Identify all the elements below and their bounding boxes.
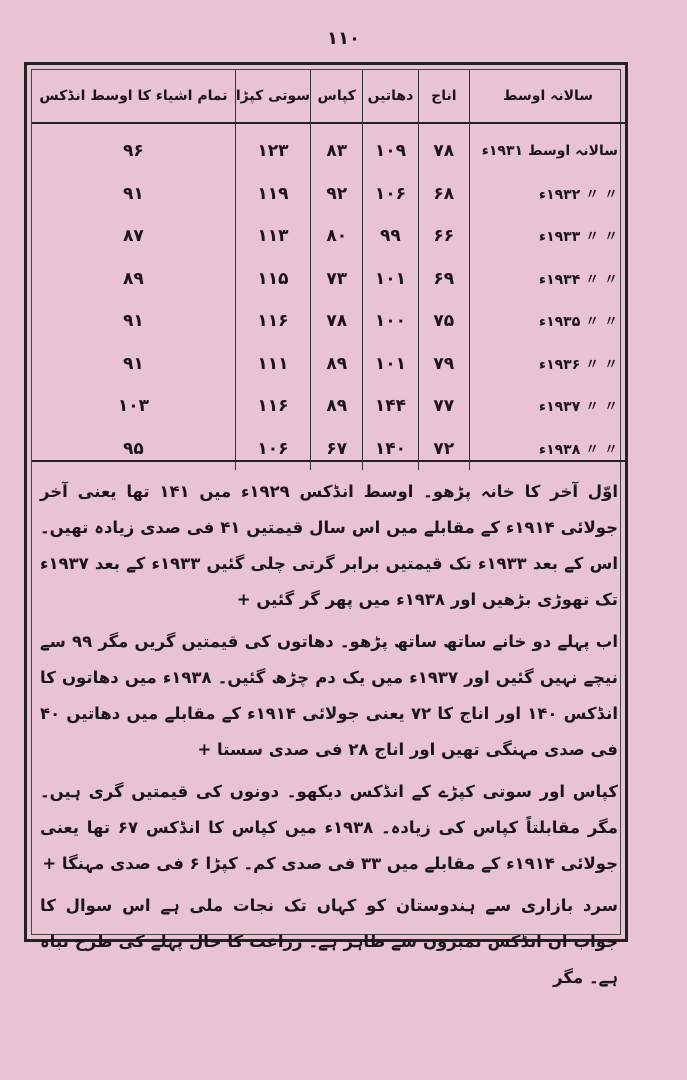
cell-all-average: ۸۷ bbox=[123, 226, 144, 247]
cell-cotton: ۹۲ bbox=[311, 173, 363, 216]
cell-metals: ۱۰۰ bbox=[363, 300, 418, 343]
cell-cotton: ۸۳ bbox=[311, 123, 363, 173]
cell-grain: ۶۸ bbox=[418, 173, 470, 216]
note-paragraph: اب پہلے دو خانے ساتھ ساتھ پڑھو۔ دھاتوں کی قیمتیں گریں مگر ۹۹ سے نیچے نہیں گئیں اور ۱۹۳۷ء میں یک دم چڑھ گئیں۔ ۱۹۳۸ء میں دھاتوں کا انڈکس ۱۴۰ اور اناج کا ۷۲ یعنی جولائی ۱۹۱۴ء کے مقابلے میں دھاتیں ۴۰ فی صدی مہنگی تھیں اور اناج ۲۸ فی صدی سستا + bbox=[40, 632, 618, 759]
note-paragraph: سرد بازاری سے ہندوستان کو کہاں تک نجات ملی ہے اس سوال کا جواب ان انڈکس نمبروں سے ظاہر ہے۔ زراعت کا حال پہلے کی طرح تباہ ہے۔ مگر bbox=[40, 896, 618, 987]
cell-cotton: ۸۹ bbox=[311, 343, 363, 386]
table-row bbox=[32, 123, 626, 173]
cell-metals: ۱۰۶ bbox=[363, 173, 418, 216]
index-table bbox=[32, 70, 626, 470]
table-notes-divider bbox=[32, 460, 626, 462]
cell-cloth: ۱۱۶ bbox=[235, 385, 310, 428]
cell-all-average: ۹۱ bbox=[123, 353, 144, 374]
cell-metals: ۱۰۱ bbox=[363, 258, 418, 301]
cell-period: 〃 〃 ۱۹۳۶ء bbox=[470, 343, 626, 386]
cell-period: 〃 〃 ۱۹۳۸ء bbox=[470, 428, 626, 471]
cell-period: 〃 〃 ۱۹۳۷ء bbox=[470, 385, 626, 428]
table-row bbox=[32, 428, 626, 471]
cell-period: 〃 〃 ۱۹۳۴ء bbox=[470, 258, 626, 301]
cell-all-average: ۹۶ bbox=[123, 141, 144, 162]
note-paragraph: کپاس اور سوتی کپڑے کے انڈکس دیکھو۔ دونوں کی قیمتیں گری ہیں۔ مگر مقابلتاً کپاس کی زیادہ۔ ۱۹۳۸ء میں کپاس کا انڈکس ۶۷ تھا یعنی جولائی ۱۹۱۴ء کے مقابلے میں ۳۳ فی صدی کم۔ کپڑا ۶ فی صدی مہنگا + bbox=[40, 782, 618, 873]
header-all-average: تمام اشیاء کا اوسط انڈکس bbox=[32, 70, 235, 123]
cell-grain: ۷۷ bbox=[418, 385, 470, 428]
cell-all-average: ۹۱ bbox=[123, 311, 144, 332]
cell-grain: ۶۶ bbox=[418, 215, 470, 258]
cell-all-average: ۸۹ bbox=[123, 268, 144, 289]
cell-period: 〃 〃 ۱۹۳۳ء bbox=[470, 215, 626, 258]
cell-metals: ۱۰۹ bbox=[363, 123, 418, 173]
cell-cloth: ۱۱۳ bbox=[235, 215, 310, 258]
table-row bbox=[32, 385, 626, 428]
cell-cloth: ۱۲۳ bbox=[235, 123, 310, 173]
cell-metals: ۱۴۰ bbox=[363, 428, 418, 471]
cell-period: 〃 〃 ۱۹۳۲ء bbox=[470, 173, 626, 216]
cell-cloth: ۱۱۹ bbox=[235, 173, 310, 216]
cell-grain: ۷۹ bbox=[418, 343, 470, 386]
table-row bbox=[32, 300, 626, 343]
cell-cotton: ۶۷ bbox=[311, 428, 363, 471]
cell-all-average: ۹۵ bbox=[123, 438, 144, 459]
cell-cotton: ۸۰ bbox=[311, 215, 363, 258]
cell-metals: ۱۴۴ bbox=[363, 385, 418, 428]
cell-metals: ۹۹ bbox=[363, 215, 418, 258]
header-cotton: کپاس bbox=[311, 70, 363, 123]
header-grain: اناج bbox=[418, 70, 470, 123]
cell-cloth: ۱۰۶ bbox=[235, 428, 310, 471]
header-cloth: سوتی کپڑا bbox=[235, 70, 310, 123]
cell-cotton: ۷۸ bbox=[311, 300, 363, 343]
table-header-row bbox=[32, 70, 626, 123]
cell-metals: ۱۰۱ bbox=[363, 343, 418, 386]
cell-cloth: ۱۱۱ bbox=[235, 343, 310, 386]
cell-period: سالانہ اوسط ۱۹۳۱ء bbox=[470, 123, 626, 173]
cell-cloth: ۱۱۶ bbox=[235, 300, 310, 343]
table-row bbox=[32, 215, 626, 258]
table-row bbox=[32, 173, 626, 216]
cell-period: 〃 〃 ۱۹۳۵ء bbox=[470, 300, 626, 343]
cell-all-average: ۹۱ bbox=[123, 183, 144, 204]
note-paragraph: اوّل آخر کا خانہ پڑھو۔ اوسط انڈکس ۱۹۲۹ء میں ۱۴۱ تھا یعنی آخر جولائی ۱۹۱۴ء کے مقابلے میں اس سال قیمتیں ۴۱ فی صدی زیادہ تھیں۔ اس کے بعد ۱۹۳۳ء تک قیمتیں برابر گرتی چلی گئیں ۱۹۳۳ء کے بعد ۱۹۳۷ء تک تھوڑی بڑھیں اور ۱۹۳۸ء میں پھر گر گئیں + bbox=[40, 482, 619, 609]
cell-grain: ۶۹ bbox=[418, 258, 470, 301]
table-row bbox=[32, 258, 626, 301]
cell-cotton: ۷۳ bbox=[311, 258, 363, 301]
page-number: ١١٠ bbox=[327, 28, 360, 49]
header-metals: دھاتیں bbox=[363, 70, 418, 123]
cell-all-average: ۱۰۳ bbox=[117, 396, 149, 417]
table-inner-frame bbox=[31, 69, 621, 987]
cell-cloth: ۱۱۵ bbox=[235, 258, 310, 301]
cell-grain: ۷۲ bbox=[418, 428, 470, 471]
cell-cotton: ۸۹ bbox=[311, 385, 363, 428]
notes-section bbox=[40, 474, 618, 1002]
table-frame bbox=[24, 62, 628, 987]
table-row bbox=[32, 343, 626, 386]
header-period: سالانہ اوسط bbox=[470, 70, 626, 123]
cell-grain: ۷۸ bbox=[418, 123, 470, 173]
cell-grain: ۷۵ bbox=[418, 300, 470, 343]
